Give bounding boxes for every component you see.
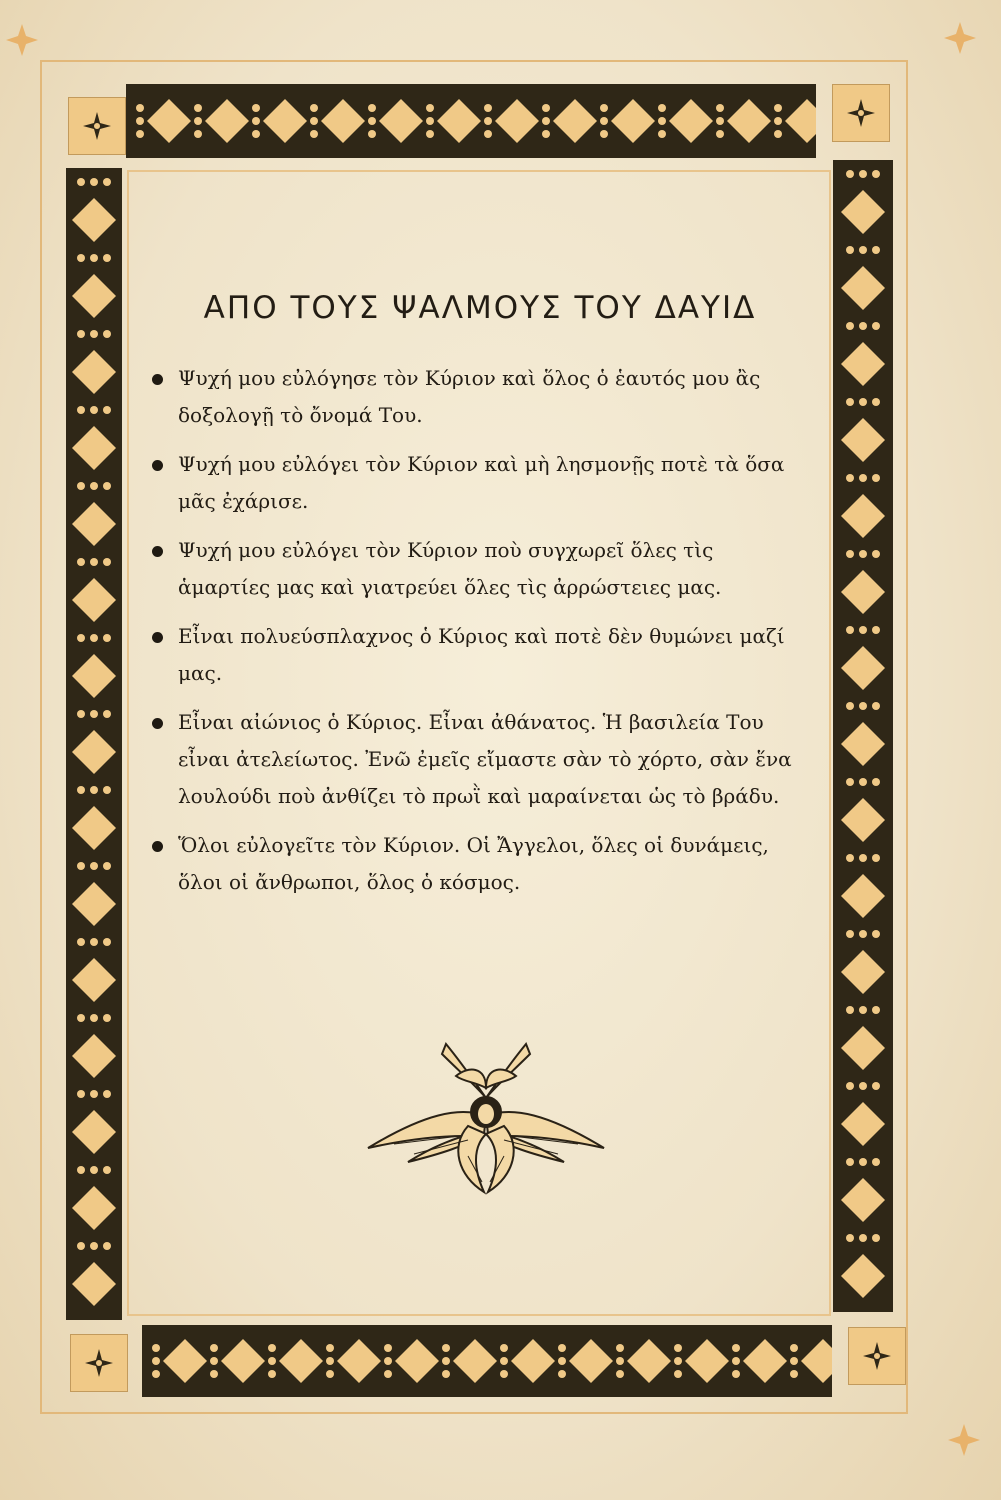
dot-motif [542,130,550,138]
dot-motif [542,117,550,125]
dot-motif [310,117,318,125]
dot-motif [77,482,85,490]
diamond-motif [511,1339,555,1383]
dot-motif [674,1344,682,1352]
dot-motif [77,558,85,566]
dot-motif [152,1370,160,1378]
list-item [150,827,800,901]
dot-motif [859,246,867,254]
diamond-motif [841,1102,885,1146]
dot-motif [77,1014,85,1022]
dot-motif [600,117,608,125]
diamond-band-pattern [833,160,893,1312]
diamond-motif [841,418,885,462]
diamond-motif [72,654,116,698]
dot-motif [846,1082,854,1090]
dot-motif [442,1357,450,1365]
diamond-motif [841,1178,885,1222]
dot-motif [90,1090,98,1098]
dot-motif [674,1370,682,1378]
corner-fleuron-icon [940,18,980,58]
dot-motif [846,1234,854,1242]
dot-motif [90,330,98,338]
corner-box [68,97,126,155]
diamond-motif [72,578,116,622]
diamond-motif [785,99,816,143]
dot-motif [716,104,724,112]
verse-text: Εἶναι πολυεύσπλαχνος ὁ Κύριος καὶ ποτὲ δὲν θυμώνει μαζί μας. [178,624,785,685]
verse-text: Ψυχή μου εὐλόγησε τὸν Κύριον καὶ ὅλος ὁ ἑαυτός μου ἂς δοξολογῇ τὸ ὄνομά Του. [178,366,761,427]
diamond-band-pattern [142,1325,832,1397]
diamond-motif [205,99,249,143]
dot-motif [846,398,854,406]
cross-star-icon [71,1335,127,1391]
dot-motif [136,104,144,112]
dot-motif [103,1014,111,1022]
dot-motif [616,1344,624,1352]
dot-motif [426,130,434,138]
dot-motif [77,330,85,338]
dot-motif [210,1370,218,1378]
dot-motif [500,1344,508,1352]
dot-motif [846,322,854,330]
cross-star-icon [833,85,889,141]
dot-motif [194,117,202,125]
dot-motif [658,130,666,138]
bullet-icon [152,546,163,557]
dot-motif [326,1370,334,1378]
dot-motif [846,246,854,254]
bottom-border-band [142,1325,832,1397]
cross-star-icon [69,98,125,154]
dot-motif [326,1357,334,1365]
page-title: ΑΠΟ ΤΟΥΣ ΨΑΛΜΟΥΣ ΤΟΥ ΔΑΥΙΔ [203,290,757,326]
bullet-icon [152,460,163,471]
diamond-motif [163,1339,207,1383]
dot-motif [90,178,98,186]
list-item [150,704,800,815]
dot-motif [600,130,608,138]
diamond-motif [337,1339,381,1383]
diamond-motif [72,882,116,926]
dot-motif [846,626,854,634]
dot-motif [846,1158,854,1166]
dot-motif [774,117,782,125]
dot-motif [658,104,666,112]
diamond-motif [72,1034,116,1078]
verse-text: Ὅλοι εὐλογεῖτε τὸν Κύριον. Οἱ Ἄγγελοι, ὅλες οἱ δυνάμεις, ὅλοι οἱ ἄνθρωποι, ὅλος ὁ κόσμος. [178,833,769,894]
diamond-motif [72,1262,116,1306]
dot-motif [210,1344,218,1352]
dot-motif [872,626,880,634]
dot-motif [90,1242,98,1250]
dot-motif [846,474,854,482]
dot-motif [859,322,867,330]
diamond-motif [221,1339,265,1383]
dot-motif [732,1370,740,1378]
dot-motif [859,170,867,178]
verse-text: Ψυχή μου εὐλόγει τὸν Κύριον ποὺ συγχωρεῖ ὅλες τὶς ἁμαρτίες μας καὶ γιατρεύει ὅλες τὶς ἀρρώστειες μας. [178,538,722,599]
dot-motif [77,254,85,262]
diamond-band-pattern [66,168,122,1320]
dot-motif [790,1357,798,1365]
seraph-ornament-icon [364,1036,608,1196]
dot-motif [103,1166,111,1174]
verse-text: Ψυχή μου εὐλόγει τὸν Κύριον καὶ μὴ λησμονῇς ποτὲ τὰ ὅσα μᾶς ἐχάρισε. [178,452,785,513]
dot-motif [716,130,724,138]
dot-motif [859,1006,867,1014]
bullet-icon [152,841,163,852]
dot-motif [872,1006,880,1014]
diamond-motif [453,1339,497,1383]
dot-motif [872,398,880,406]
diamond-motif [841,798,885,842]
dot-motif [859,398,867,406]
dot-motif [600,104,608,112]
dot-motif [442,1370,450,1378]
dot-motif [77,938,85,946]
diamond-motif [841,646,885,690]
dot-motif [90,406,98,414]
dot-motif [368,104,376,112]
dot-motif [90,938,98,946]
dot-motif [194,104,202,112]
diamond-motif [841,342,885,386]
diamond-motif [611,99,655,143]
dot-motif [658,117,666,125]
dot-motif [558,1344,566,1352]
dot-motif [252,130,260,138]
dot-motif [103,482,111,490]
dot-motif [846,778,854,786]
dot-motif [872,1082,880,1090]
dot-motif [674,1357,682,1365]
diamond-motif [147,99,191,143]
diamond-motif [841,570,885,614]
dot-motif [426,117,434,125]
dot-motif [872,474,880,482]
diamond-motif [321,99,365,143]
left-border-band [66,168,122,1320]
dot-motif [103,254,111,262]
dot-motif [368,117,376,125]
list-item [150,360,800,434]
dot-motif [872,702,880,710]
dot-motif [846,702,854,710]
diamond-motif [379,99,423,143]
dot-motif [859,550,867,558]
dot-motif [872,854,880,862]
list-item [150,532,800,606]
dot-motif [384,1357,392,1365]
diamond-motif [553,99,597,143]
dot-motif [194,130,202,138]
dot-motif [90,710,98,718]
dot-motif [846,854,854,862]
diamond-motif [841,722,885,766]
dot-motif [426,104,434,112]
dot-motif [77,710,85,718]
dot-motif [384,1370,392,1378]
dot-motif [268,1370,276,1378]
dot-motif [790,1344,798,1352]
dot-motif [268,1344,276,1352]
dot-motif [77,862,85,870]
dot-motif [732,1357,740,1365]
diamond-motif [841,1254,885,1298]
dot-motif [859,1158,867,1166]
diamond-motif [72,426,116,470]
dot-motif [77,178,85,186]
dot-motif [859,854,867,862]
dot-motif [846,170,854,178]
dot-motif [90,786,98,794]
diamond-band-pattern [126,84,816,158]
bullet-icon [152,632,163,643]
dot-motif [484,104,492,112]
corner-box [832,84,890,142]
dot-motif [103,178,111,186]
dot-motif [484,117,492,125]
dot-motif [872,550,880,558]
dot-motif [268,1357,276,1365]
dot-motif [103,558,111,566]
dot-motif [136,117,144,125]
diamond-motif [669,99,713,143]
dot-motif [310,104,318,112]
dot-motif [859,474,867,482]
dot-motif [103,406,111,414]
dot-motif [616,1357,624,1365]
diamond-motif [685,1339,729,1383]
diamond-motif [72,198,116,242]
diamond-motif [72,806,116,850]
dot-motif [716,117,724,125]
bullet-icon [152,718,163,729]
dot-motif [77,634,85,642]
dot-motif [103,710,111,718]
dot-motif [77,1242,85,1250]
dot-motif [846,550,854,558]
dot-motif [152,1357,160,1365]
dot-motif [252,117,260,125]
diamond-motif [72,1110,116,1154]
dot-motif [859,626,867,634]
diamond-motif [841,950,885,994]
dot-motif [77,406,85,414]
diamond-motif [72,1186,116,1230]
diamond-motif [801,1339,832,1383]
cross-star-icon [849,1328,905,1384]
dot-motif [90,254,98,262]
top-border-band [126,84,816,158]
dot-motif [872,322,880,330]
right-border-band [833,160,893,1312]
dot-motif [872,778,880,786]
dot-motif [77,1090,85,1098]
dot-motif [90,1166,98,1174]
dot-motif [872,170,880,178]
dot-motif [732,1344,740,1352]
dot-motif [90,558,98,566]
corner-box [848,1327,906,1385]
corner-fleuron-icon [944,1420,984,1460]
dot-motif [500,1370,508,1378]
dot-motif [859,778,867,786]
dot-motif [103,938,111,946]
dot-motif [542,104,550,112]
corner-box [70,1334,128,1392]
corner-fleuron-icon [2,20,42,60]
psalm-verses-list [150,360,800,913]
diamond-motif [727,99,771,143]
diamond-motif [627,1339,671,1383]
dot-motif [846,1006,854,1014]
diamond-motif [72,350,116,394]
diamond-motif [495,99,539,143]
dot-motif [90,482,98,490]
dot-motif [384,1344,392,1352]
dot-motif [558,1370,566,1378]
dot-motif [846,930,854,938]
dot-motif [103,786,111,794]
dot-motif [774,104,782,112]
dot-motif [872,930,880,938]
dot-motif [90,1014,98,1022]
dot-motif [500,1357,508,1365]
dot-motif [103,862,111,870]
diamond-motif [841,494,885,538]
dot-motif [152,1344,160,1352]
dot-motif [103,634,111,642]
dot-motif [90,862,98,870]
dot-motif [326,1344,334,1352]
dot-motif [872,246,880,254]
dot-motif [616,1370,624,1378]
dot-motif [310,130,318,138]
dot-motif [368,130,376,138]
diamond-motif [72,274,116,318]
diamond-motif [569,1339,613,1383]
dot-motif [484,130,492,138]
dot-motif [558,1357,566,1365]
dot-motif [103,1242,111,1250]
bullet-icon [152,374,163,385]
list-item [150,446,800,520]
dot-motif [103,330,111,338]
dot-motif [90,634,98,642]
dot-motif [103,1090,111,1098]
diamond-motif [841,874,885,918]
diamond-motif [72,730,116,774]
verse-text: Εἶναι αἰώνιος ὁ Κύριος. Εἶναι ἀθάνατος. Ἡ βασιλεία Του εἶναι ἀτελείωτος. Ἐνῶ ἐμεῖς εἴμαστε σὰν τὸ χόρτο, σὰν ἕνα λουλούδι ποὺ ἀνθίζει τὸ πρωῒ καὶ μαραίνεται ὡς τὸ βράδυ. [178,710,792,808]
dot-motif [252,104,260,112]
dot-motif [136,130,144,138]
dot-motif [774,130,782,138]
diamond-motif [743,1339,787,1383]
diamond-motif [263,99,307,143]
dot-motif [442,1344,450,1352]
dot-motif [859,930,867,938]
diamond-motif [437,99,481,143]
diamond-motif [72,958,116,1002]
dot-motif [210,1357,218,1365]
diamond-motif [841,190,885,234]
diamond-motif [72,502,116,546]
dot-motif [859,1234,867,1242]
diamond-motif [841,266,885,310]
diamond-motif [841,1026,885,1070]
dot-motif [872,1234,880,1242]
dot-motif [77,1166,85,1174]
dot-motif [77,786,85,794]
dot-motif [872,1158,880,1166]
diamond-motif [395,1339,439,1383]
dot-motif [859,702,867,710]
list-item [150,618,800,692]
diamond-motif [279,1339,323,1383]
dot-motif [859,1082,867,1090]
dot-motif [790,1370,798,1378]
